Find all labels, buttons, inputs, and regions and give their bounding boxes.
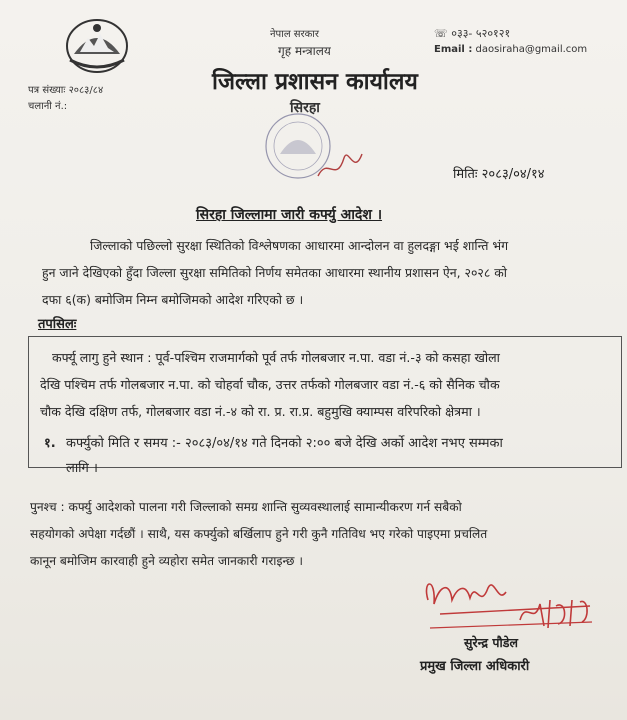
office-stamp-icon (258, 106, 368, 196)
footer-note-line-1: पुनश्च : कर्फ्यु आदेशको पालना गरी जिल्लाको समग्र शान्ति सुव्यवस्थालाई सामान्यीकरण गर्न सबैको (30, 500, 462, 514)
dispatch-number: चलानी नं.: (28, 101, 68, 112)
nepal-emblem-icon (62, 14, 132, 76)
email-address: daosiraha@gmail.com (475, 44, 588, 55)
letter-subject: सिरहा जिल्लामा जारी कर्फ्यु आदेश । (196, 207, 383, 223)
curfew-area-line-2: देखि पश्चिम तर्फ गोलबजार न.पा. को चोहर्वा चौक, उत्तर तर्फको गोलबजार वडा नं.-६ को सैनिक चौक (40, 377, 500, 392)
item-number: १. (44, 436, 56, 451)
email-line (434, 44, 587, 55)
ministry-name: गृह मन्त्रालय (278, 44, 331, 58)
curfew-area-line-1: कर्फ्यू लागु हुने स्थान : पूर्व-पश्चिम राजमार्गको पूर्व तर्फ गोलबजार न.पा. वडा नं.-३ को कसहा खोला (52, 350, 500, 365)
email-label: Email : (434, 44, 473, 55)
intro-line-2: हुन जाने देखिएको हुँदा जिल्ला सुरक्षा समितिको निर्णय समेतका आधारमा स्थानीय प्रशासन ऐन, २०२८ को (42, 265, 507, 280)
curfew-area-line-3: चौक देखि दक्षिण तर्फ, गोलबजार वडा नं.-४ को रा. प्र. रा.प्र. बहुमुखि क्याम्पस वरिपरिको क्षेत्रमा । (40, 404, 481, 419)
letter-date: मितिः २०८३/०४/१४ (453, 167, 545, 182)
reference-number: पत्र संख्याः २०८३/८४ (28, 85, 104, 96)
footer-note-line-2: सहयोगको अपेक्षा गर्दछौं । साथै, यस कर्फ्युको बर्खिलाप हुने गरी कुनै गतिविध भए गरेको पाइएमा प्रचलित (30, 527, 488, 541)
details-heading: तपसिलः (38, 317, 77, 332)
signatory-title: प्रमुख जिल्ला अधिकारी (420, 659, 530, 674)
district-name: सिरहा (290, 100, 320, 116)
intro-line-1: जिल्लाको पछिल्लो सुरक्षा स्थितिको विश्लेषणका आधारमा आन्दोलन वा हुलदङ्गा भई शान्ति भंग (90, 238, 509, 253)
office-title: जिल्ला प्रशासन कार्यालय (212, 69, 418, 95)
footer-note-line-3: कानून बमोजिम कारवाही हुने व्यहोरा समेत जानकारी गराइन्छ । (30, 554, 303, 568)
phone-number: ☏ ०३३- ५२०१२१ (434, 27, 511, 40)
curfew-time-line-1: कर्फ्युको मिति र समय :- २०८३/०४/१४ गते दिनको २:०० बजे देखि अर्को आदेश नभए सम्मका (66, 436, 503, 451)
intro-line-3: दफा ६(क) बमोजिम निम्न बमोजिमको आदेश गरिएको छ । (42, 292, 304, 307)
curfew-time-line-2: लागि । (66, 461, 98, 476)
government-name: नेपाल सरकार (270, 29, 319, 40)
signatory-name: सुरेन्द्र पौडेल (464, 635, 518, 650)
